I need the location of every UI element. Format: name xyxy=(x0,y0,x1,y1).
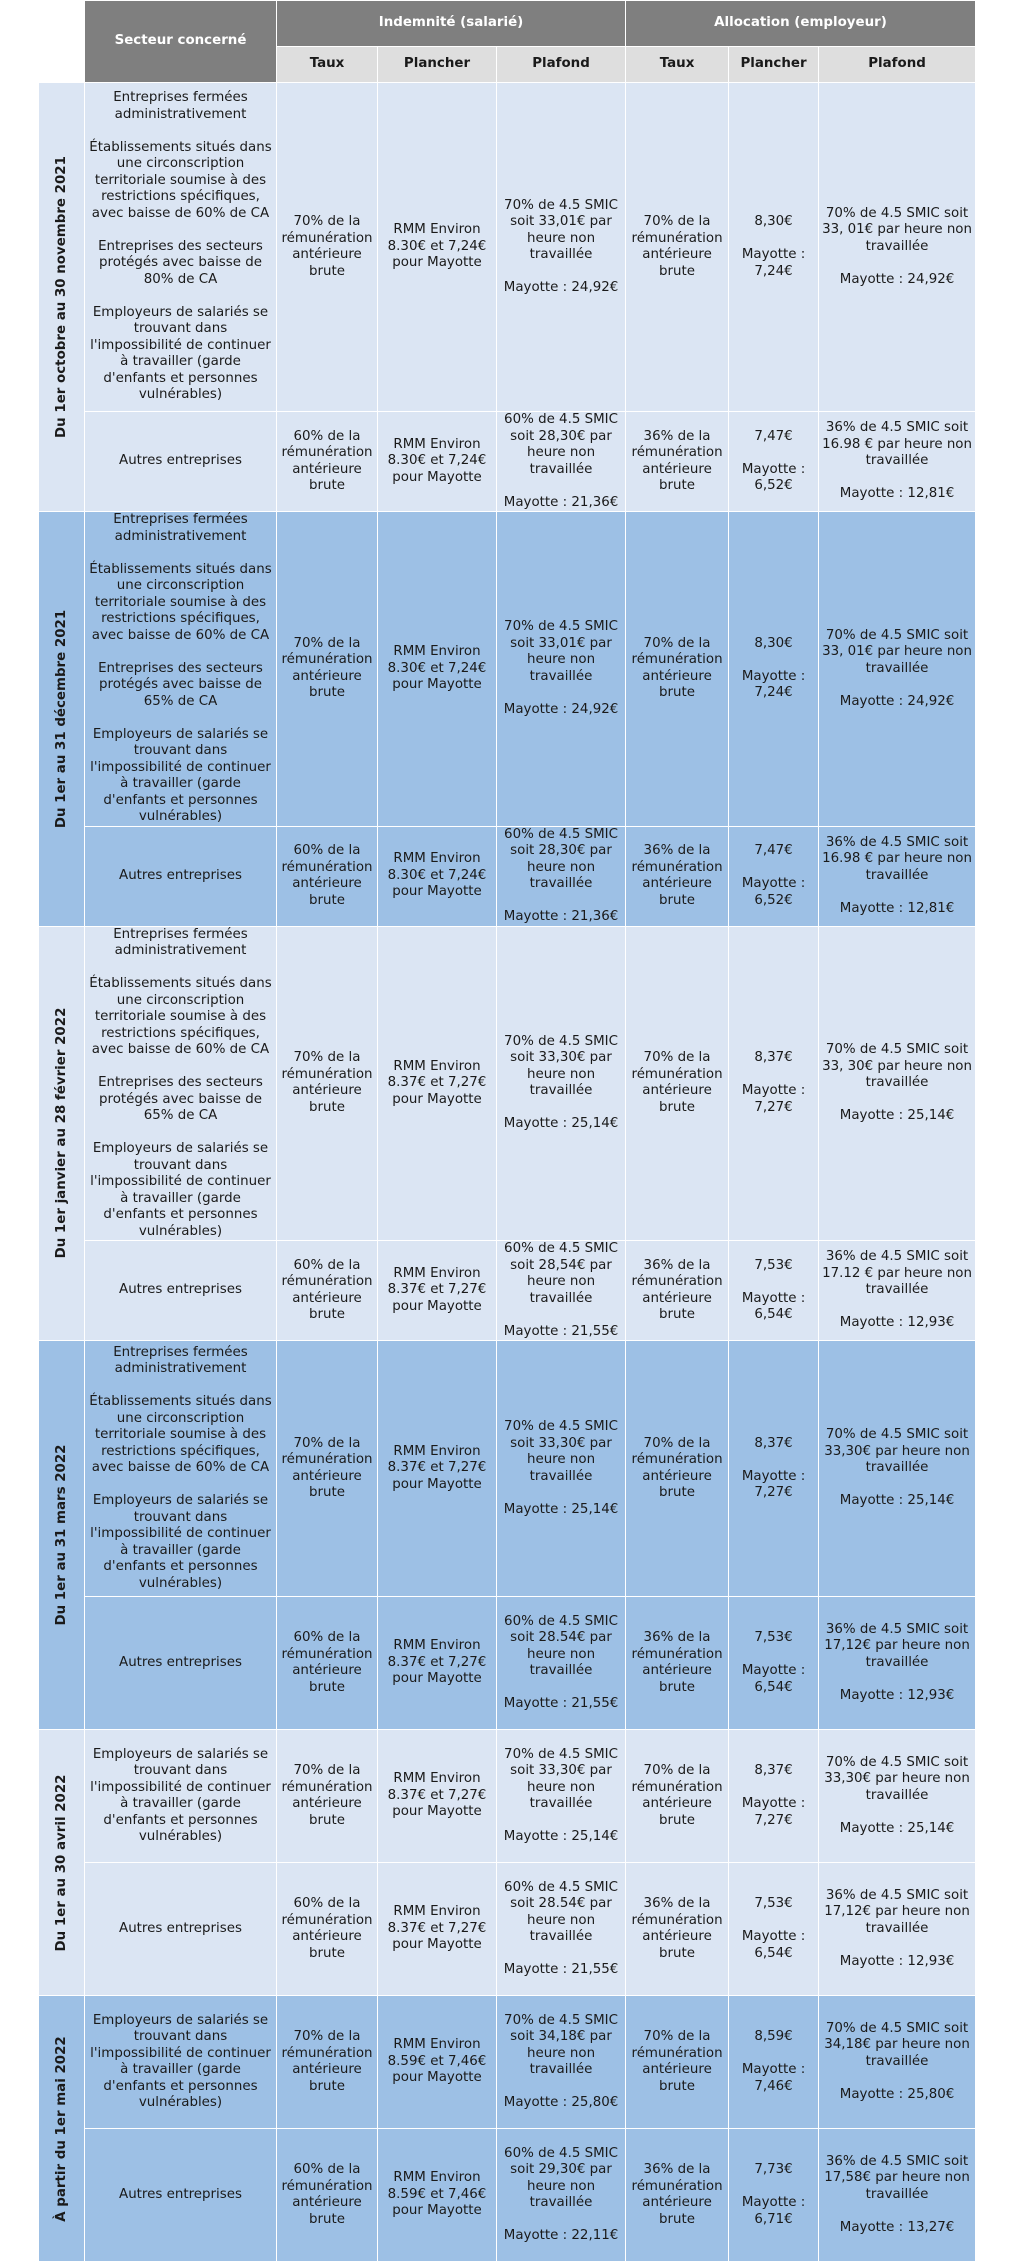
cell-ind-plafond xyxy=(497,1863,626,1996)
ind-plafond-text: 70% de 4.5 SMIC soit 33,30€ par heure non travaillée Mayotte : 25,14€ xyxy=(503,1419,619,1517)
cell-secteur xyxy=(85,2129,277,2262)
cell-secteur xyxy=(85,826,277,926)
corner-blank-2 xyxy=(39,47,85,83)
cell-all-plafond xyxy=(819,926,976,1241)
all-plancher-text: 8,37€ Mayotte : 7,27€ xyxy=(741,1763,806,1828)
cell-all-plafond xyxy=(819,2129,976,2262)
ind-taux-text: 70% de la rémunération antérieure brute xyxy=(281,635,373,701)
table-row xyxy=(39,412,976,512)
secteur-text: Employeurs de salariés se trouvant dans l'impossibilité de continuer à travailler (garde d'enfants et personnes vulnérables) xyxy=(90,1746,271,1844)
all-plafond-text: 36% de 4.5 SMIC soit 17.12 € par heure non travaillée Mayotte : 12,93€ xyxy=(822,1249,972,1331)
ind-taux-text: 60% de la rémunération antérieure brute xyxy=(281,1257,373,1322)
all-plancher-text: 8,37€ Mayotte : 7,27€ xyxy=(741,1435,806,1500)
all-taux-text: 70% de la rémunération antérieure brute xyxy=(631,1763,723,1828)
all-taux-text: 36% de la rémunération antérieure brute xyxy=(631,1257,723,1322)
ind-plancher-text: RMM Environ 8.37€ et 7,27€ pour Mayotte xyxy=(387,1771,487,1820)
ind-plancher-text: RMM Environ 8.37€ et 7,27€ pour Mayotte xyxy=(387,1265,487,1314)
ind-taux-text: 70% de la rémunération antérieure brute xyxy=(281,2029,373,2094)
header-all-plancher: Plancher xyxy=(729,47,819,83)
all-taux-text: 36% de la rémunération antérieure brute xyxy=(631,428,723,493)
header-allocation: Allocation (employeur) xyxy=(626,1,976,47)
ind-plafond-text: 60% de 4.5 SMIC soit 28.54€ par heure non travaillée Mayotte : 21,55€ xyxy=(503,1879,619,1977)
cell-ind-taux xyxy=(277,1597,378,1730)
cell-ind-plafond xyxy=(497,1730,626,1863)
cell-all-plafond xyxy=(819,412,976,512)
ind-plafond-text: 60% de 4.5 SMIC soit 28.54€ par heure non travaillée Mayotte : 21,55€ xyxy=(503,1613,619,1711)
period-label: Du 1er au 31 décembre 2021 xyxy=(53,609,69,828)
all-plafond-text: 70% de 4.5 SMIC soit 33,30€ par heure non travaillée Mayotte : 25,14€ xyxy=(824,1754,970,1836)
ind-plancher-text: RMM Environ 8.37€ et 7,27€ pour Mayotte xyxy=(387,1443,487,1492)
all-plancher-text: 8,30€ Mayotte : 7,24€ xyxy=(741,635,806,701)
cell-all-plancher xyxy=(729,1341,819,1597)
all-plancher-text: 7,53€ Mayotte : 6,54€ xyxy=(741,1896,806,1961)
ind-taux-text: 70% de la rémunération antérieure brute xyxy=(281,214,373,279)
cell-all-plancher xyxy=(729,1730,819,1863)
ind-plafond-text: 70% de 4.5 SMIC soit 33,01€ par heure non travaillée Mayotte : 24,92€ xyxy=(503,619,619,717)
cell-secteur xyxy=(85,1996,277,2129)
cell-all-plancher xyxy=(729,1863,819,1996)
cell-ind-taux xyxy=(277,512,378,827)
cell-secteur xyxy=(85,412,277,512)
cell-ind-taux xyxy=(277,1241,378,1341)
ind-plafond-text: 70% de 4.5 SMIC soit 34,18€ par heure non travaillée Mayotte : 25,80€ xyxy=(503,2012,619,2110)
cell-ind-taux xyxy=(277,1341,378,1597)
cell-ind-taux xyxy=(277,826,378,926)
cell-all-plancher xyxy=(729,2129,819,2262)
cell-all-plancher xyxy=(729,926,819,1241)
cell-ind-plafond xyxy=(497,826,626,926)
period-cell xyxy=(39,1996,85,2262)
cell-ind-plancher xyxy=(378,1341,497,1597)
cell-all-taux xyxy=(626,926,729,1241)
all-plafond-text: 70% de 4.5 SMIC soit 33, 30€ par heure non travaillée Mayotte : 25,14€ xyxy=(822,1042,972,1123)
cell-secteur xyxy=(85,1597,277,1730)
ind-plancher-text: RMM Environ 8.59€ et 7,46€ pour Mayotte xyxy=(387,2170,487,2219)
period-cell xyxy=(39,1730,85,1996)
cell-all-plancher xyxy=(729,826,819,926)
cell-all-plancher xyxy=(729,1241,819,1341)
cell-ind-plafond xyxy=(497,1597,626,1730)
cell-ind-plancher xyxy=(378,1863,497,1996)
ind-plafond-text: 60% de 4.5 SMIC soit 28,54€ par heure non travaillée Mayotte : 21,55€ xyxy=(503,1241,619,1339)
table-row xyxy=(39,1996,976,2129)
cell-ind-taux xyxy=(277,926,378,1241)
cell-ind-plancher xyxy=(378,83,497,412)
period-label: Du 1er au 31 mars 2022 xyxy=(53,1444,69,1626)
all-taux-text: 70% de la rémunération antérieure brute xyxy=(631,2029,723,2094)
cell-ind-taux xyxy=(277,1996,378,2129)
cell-all-taux xyxy=(626,412,729,512)
period-label: Du 1er octobre au 30 novembre 2021 xyxy=(53,156,69,438)
corner-blank xyxy=(39,1,85,47)
ind-taux-text: 60% de la rémunération antérieure brute xyxy=(281,428,373,493)
ind-plancher-text: RMM Environ 8.30€ et 7,24€ pour Mayotte xyxy=(387,222,487,271)
cell-all-taux xyxy=(626,2129,729,2262)
cell-secteur xyxy=(85,1863,277,1996)
ind-taux-text: 60% de la rémunération antérieure brute xyxy=(281,2162,373,2227)
cell-all-plancher xyxy=(729,412,819,512)
cell-all-plafond xyxy=(819,1863,976,1996)
cell-secteur xyxy=(85,1730,277,1863)
ind-plancher-text: RMM Environ 8.37€ et 7,27€ pour Mayotte xyxy=(387,1058,487,1107)
table-row xyxy=(39,512,976,827)
cell-ind-plafond xyxy=(497,1996,626,2129)
secteur-text: Entreprises fermées administrativement Établissements situés dans une circonscription territoriale soumise à des restrictions spécifiques, avec baisse de 60% de CA Entreprises des secteurs protégés avec baisse de 65% de CA Employeurs de salariés se trouvant dans l'impossibilité de continuer à travailler (garde d'enfants et personnes vulnérables) xyxy=(89,512,272,824)
all-plafond-text: 36% de 4.5 SMIC soit 17,12€ par heure non travaillée Mayotte : 12,93€ xyxy=(824,1621,970,1703)
cell-all-plafond xyxy=(819,1730,976,1863)
cell-ind-plafond xyxy=(497,512,626,827)
cell-ind-plafond xyxy=(497,83,626,412)
ind-plancher-text: RMM Environ 8.37€ et 7,27€ pour Mayotte xyxy=(387,1638,487,1687)
cell-ind-plancher xyxy=(378,1996,497,2129)
ind-taux-text: 70% de la rémunération antérieure brute xyxy=(281,1435,373,1500)
ind-taux-text: 60% de la rémunération antérieure brute xyxy=(281,1630,373,1695)
all-plancher-text: 8,59€ Mayotte : 7,46€ xyxy=(741,2029,806,2094)
period-label: Du 1er janvier au 28 février 2022 xyxy=(53,1007,69,1259)
secteur-text: Autres entreprises xyxy=(119,867,242,883)
cell-ind-plancher xyxy=(378,1730,497,1863)
cell-all-plafond xyxy=(819,83,976,412)
cell-all-taux xyxy=(626,83,729,412)
table-row xyxy=(39,83,976,412)
secteur-text: Entreprises fermées administrativement Établissements situés dans une circonscription territoriale soumise à des restrictions spécifiques, avec baisse de 60% de CA Employeurs de salariés se trouvant dans l'impossibilité de continuer à travailler (garde d'enfants et personnes vulnérables) xyxy=(89,1344,272,1591)
all-taux-text: 36% de la rémunération antérieure brute xyxy=(631,1896,723,1961)
all-plafond-text: 36% de 4.5 SMIC soit 16.98 € par heure non travaillée Mayotte : 12,81€ xyxy=(822,834,972,916)
cell-all-plancher xyxy=(729,1597,819,1730)
header-ind-plafond: Plafond xyxy=(497,47,626,83)
cell-all-taux xyxy=(626,1996,729,2129)
cell-ind-taux xyxy=(277,1863,378,1996)
header-ind-plancher: Plancher xyxy=(378,47,497,83)
cell-ind-plafond xyxy=(497,1341,626,1597)
header-indemnite: Indemnité (salarié) xyxy=(277,1,626,47)
cell-secteur xyxy=(85,83,277,412)
cell-ind-plancher xyxy=(378,512,497,827)
table-row xyxy=(39,1341,976,1597)
cell-all-plafond xyxy=(819,1241,976,1341)
cell-all-plafond xyxy=(819,1341,976,1597)
secteur-text: Autres entreprises xyxy=(119,1654,242,1670)
cell-secteur xyxy=(85,1341,277,1597)
cell-all-plafond xyxy=(819,826,976,926)
cell-ind-taux xyxy=(277,1730,378,1863)
table-row xyxy=(39,2129,976,2262)
cell-ind-plancher xyxy=(378,1597,497,1730)
all-plancher-text: 7,53€ Mayotte : 6,54€ xyxy=(741,1257,806,1322)
cell-ind-taux xyxy=(277,2129,378,2262)
ind-plafond-text: 70% de 4.5 SMIC soit 33,30€ par heure non travaillée Mayotte : 25,14€ xyxy=(503,1746,619,1844)
table-row xyxy=(39,1241,976,1341)
all-taux-text: 70% de la rémunération antérieure brute xyxy=(631,1050,723,1115)
period-cell xyxy=(39,926,85,1341)
cell-all-taux xyxy=(626,826,729,926)
period-cell xyxy=(39,512,85,927)
cell-ind-plancher xyxy=(378,826,497,926)
header-secteur: Secteur concerné xyxy=(85,1,277,83)
cell-ind-taux xyxy=(277,412,378,512)
header-ind-taux: Taux xyxy=(277,47,378,83)
all-taux-text: 70% de la rémunération antérieure brute xyxy=(631,1435,723,1500)
all-plancher-text: 7,47€ Mayotte : 6,52€ xyxy=(741,428,806,493)
cell-all-taux xyxy=(626,1241,729,1341)
cell-all-plancher xyxy=(729,512,819,827)
secteur-text: Autres entreprises xyxy=(119,1282,242,1298)
all-plancher-text: 7,47€ Mayotte : 6,52€ xyxy=(741,843,806,908)
all-plancher-text: 8,30€ Mayotte : 7,24€ xyxy=(741,214,806,279)
secteur-text: Entreprises fermées administrativement Établissements situés dans une circonscription territoriale soumise à des restrictions spécifiques, avec baisse de 60% de CA Entreprises des secteurs protégés avec baisse de 65% de CA Employeurs de salariés se trouvant dans l'impossibilité de continuer à travailler (garde d'enfants et personnes vulnérables) xyxy=(89,926,272,1239)
cell-ind-plafond xyxy=(497,412,626,512)
ind-plancher-text: RMM Environ 8.37€ et 7,27€ pour Mayotte xyxy=(387,1904,487,1953)
ind-plafond-text: 70% de 4.5 SMIC soit 33,30€ par heure non travaillée Mayotte : 25,14€ xyxy=(503,1033,619,1132)
all-plafond-text: 70% de 4.5 SMIC soit 33, 01€ par heure non travaillée Mayotte : 24,92€ xyxy=(822,205,972,287)
all-plafond-text: 70% de 4.5 SMIC soit 33,30€ par heure non travaillée Mayotte : 25,14€ xyxy=(824,1427,970,1509)
cell-ind-plafond xyxy=(497,926,626,1241)
secteur-text: Autres entreprises xyxy=(119,2186,242,2202)
cell-ind-plafond xyxy=(497,1241,626,1341)
ind-plafond-text: 60% de 4.5 SMIC soit 28,30€ par heure non travaillée Mayotte : 21,36€ xyxy=(503,826,619,924)
cell-secteur xyxy=(85,512,277,827)
period-cell xyxy=(39,1341,85,1730)
table-body xyxy=(39,83,976,2262)
cell-ind-plancher xyxy=(378,2129,497,2262)
all-taux-text: 36% de la rémunération antérieure brute xyxy=(631,2162,723,2227)
cell-all-taux xyxy=(626,1863,729,1996)
table-row xyxy=(39,1863,976,1996)
ind-plafond-text: 60% de 4.5 SMIC soit 28,30€ par heure non travaillée Mayotte : 21,36€ xyxy=(503,412,619,510)
table-row xyxy=(39,1597,976,1730)
ind-taux-text: 70% de la rémunération antérieure brute xyxy=(281,1050,373,1115)
period-label: Du 1er au 30 avril 2022 xyxy=(53,1774,69,1951)
cell-all-plafond xyxy=(819,1597,976,1730)
cell-ind-plancher xyxy=(378,1241,497,1341)
all-taux-text: 36% de la rémunération antérieure brute xyxy=(631,1630,723,1695)
all-taux-text: 70% de la rémunération antérieure brute xyxy=(631,635,723,701)
period-label: À partir du 1er mai 2022 xyxy=(53,2035,69,2222)
ind-plancher-text: RMM Environ 8.30€ et 7,24€ pour Mayotte xyxy=(387,436,487,485)
cell-all-taux xyxy=(626,1730,729,1863)
secteur-text: Entreprises fermées administrativement Établissements situés dans une circonscription territoriale soumise à des restrictions spécifiques, avec baisse de 60% de CA Entreprises des secteurs protégés avec baisse de 80% de CA Employeurs de salariés se trouvant dans l'impossibilité de continuer à travailler (garde d'enfants et personnes vulnérables) xyxy=(89,90,272,403)
cell-all-plancher xyxy=(729,1996,819,2129)
ind-taux-text: 60% de la rémunération antérieure brute xyxy=(281,1896,373,1961)
cell-all-taux xyxy=(626,1341,729,1597)
all-plafond-text: 70% de 4.5 SMIC soit 34,18€ par heure non travaillée Mayotte : 25,80€ xyxy=(824,2020,970,2102)
all-plafond-text: 70% de 4.5 SMIC soit 33, 01€ par heure non travaillée Mayotte : 24,92€ xyxy=(822,627,972,709)
ind-plancher-text: RMM Environ 8.30€ et 7,24€ pour Mayotte xyxy=(387,851,487,900)
period-cell xyxy=(39,83,85,512)
secteur-text: Employeurs de salariés se trouvant dans l'impossibilité de continuer à travailler (garde d'enfants et personnes vulnérables) xyxy=(90,2012,271,2110)
secteur-text: Autres entreprises xyxy=(119,453,242,469)
cell-all-plafond xyxy=(819,512,976,827)
cell-all-taux xyxy=(626,1597,729,1730)
header-all-taux: Taux xyxy=(626,47,729,83)
all-plafond-text: 36% de 4.5 SMIC soit 17,58€ par heure non travaillée Mayotte : 13,27€ xyxy=(824,2153,970,2235)
rates-table xyxy=(38,0,976,2262)
cell-secteur xyxy=(85,1241,277,1341)
ind-plancher-text: RMM Environ 8.30€ et 7,24€ pour Mayotte xyxy=(387,644,487,692)
table-row xyxy=(39,926,976,1241)
ind-plancher-text: RMM Environ 8.59€ et 7,46€ pour Mayotte xyxy=(387,2037,487,2086)
cell-all-taux xyxy=(626,512,729,827)
table-row xyxy=(39,1730,976,1863)
all-taux-text: 70% de la rémunération antérieure brute xyxy=(631,214,723,279)
all-plancher-text: 7,73€ Mayotte : 6,71€ xyxy=(741,2162,806,2227)
ind-taux-text: 60% de la rémunération antérieure brute xyxy=(281,843,373,908)
cell-all-plafond xyxy=(819,1996,976,2129)
cell-ind-plafond xyxy=(497,2129,626,2262)
cell-ind-plancher xyxy=(378,926,497,1241)
cell-ind-plancher xyxy=(378,412,497,512)
all-plafond-text: 36% de 4.5 SMIC soit 17,12€ par heure non travaillée Mayotte : 12,93€ xyxy=(824,1887,970,1969)
ind-plafond-text: 70% de 4.5 SMIC soit 33,01€ par heure non travaillée Mayotte : 24,92€ xyxy=(503,197,619,295)
all-taux-text: 36% de la rémunération antérieure brute xyxy=(631,843,723,908)
all-plafond-text: 36% de 4.5 SMIC soit 16.98 € par heure non travaillée Mayotte : 12,81€ xyxy=(822,420,972,502)
table-row xyxy=(39,826,976,926)
secteur-text: Autres entreprises xyxy=(119,1920,242,1936)
ind-plafond-text: 60% de 4.5 SMIC soit 29,30€ par heure non travaillée Mayotte : 22,11€ xyxy=(503,2145,619,2243)
cell-secteur xyxy=(85,926,277,1241)
all-plancher-text: 8,37€ Mayotte : 7,27€ xyxy=(741,1050,806,1115)
header-all-plafond: Plafond xyxy=(819,47,976,83)
ind-taux-text: 70% de la rémunération antérieure brute xyxy=(281,1763,373,1828)
all-plancher-text: 7,53€ Mayotte : 6,54€ xyxy=(741,1630,806,1695)
activity-partielle-table-wrapper xyxy=(38,0,975,2262)
cell-all-plancher xyxy=(729,83,819,412)
cell-ind-taux xyxy=(277,83,378,412)
